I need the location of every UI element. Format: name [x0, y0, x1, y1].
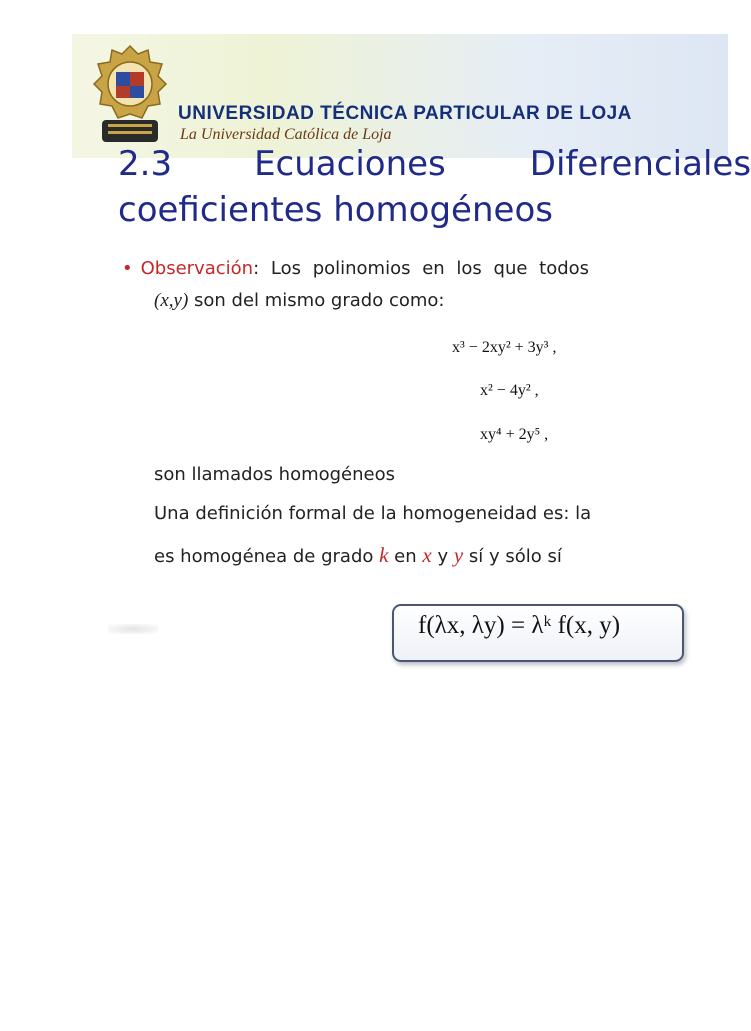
var-x: x: [422, 543, 432, 567]
title-word-ecuaciones: Ecuaciones: [254, 144, 446, 184]
university-seal-icon: [90, 44, 170, 146]
paragraph-definicion: Una definición formal de la homogeneidad es: la: [154, 503, 592, 524]
equation-2: x² − 4y² ,: [480, 382, 539, 399]
paragraph-grado: [154, 543, 562, 568]
header-band: [72, 34, 728, 158]
si-solo-si-text: sí y sólo sí: [463, 546, 562, 567]
bullet-text: : Los polinomios en los que todos: [253, 258, 590, 279]
faint-mark: [108, 624, 158, 634]
equation-3: xy⁴ + 2y⁵ ,: [480, 426, 549, 443]
slide-title-line1: [118, 144, 751, 184]
xy-pair: (x,y): [154, 290, 189, 311]
var-k: k: [379, 543, 389, 567]
paragraph-homogeneos: son llamados homogéneos: [154, 464, 395, 485]
university-slogan: La Universidad Católica de Loja: [180, 126, 392, 143]
homogeneity-formula: f(λx, λy) = λᵏ f(x, y): [418, 612, 621, 639]
observacion-label: Observación: [140, 258, 254, 279]
bullet-line2: [154, 290, 444, 312]
title-word-diferenciales: Diferenciales: [529, 144, 751, 184]
slide-title-line2: coeficientes homogéneos: [118, 190, 553, 230]
bullet-observacion: [122, 258, 589, 279]
university-name: UNIVERSIDAD TÉCNICA PARTICULAR DE LOJA: [178, 103, 632, 124]
bullet-dot: •: [122, 258, 133, 279]
bullet-line2-text: son del mismo grado como:: [188, 290, 445, 311]
grado-text: es homogénea de grado: [154, 546, 380, 567]
section-number: 2.3: [118, 144, 173, 184]
en-text: en: [388, 546, 423, 567]
equation-1: x³ − 2xy² + 3y³ ,: [452, 339, 557, 356]
var-y: y: [453, 543, 464, 567]
y-word: y: [431, 546, 454, 567]
